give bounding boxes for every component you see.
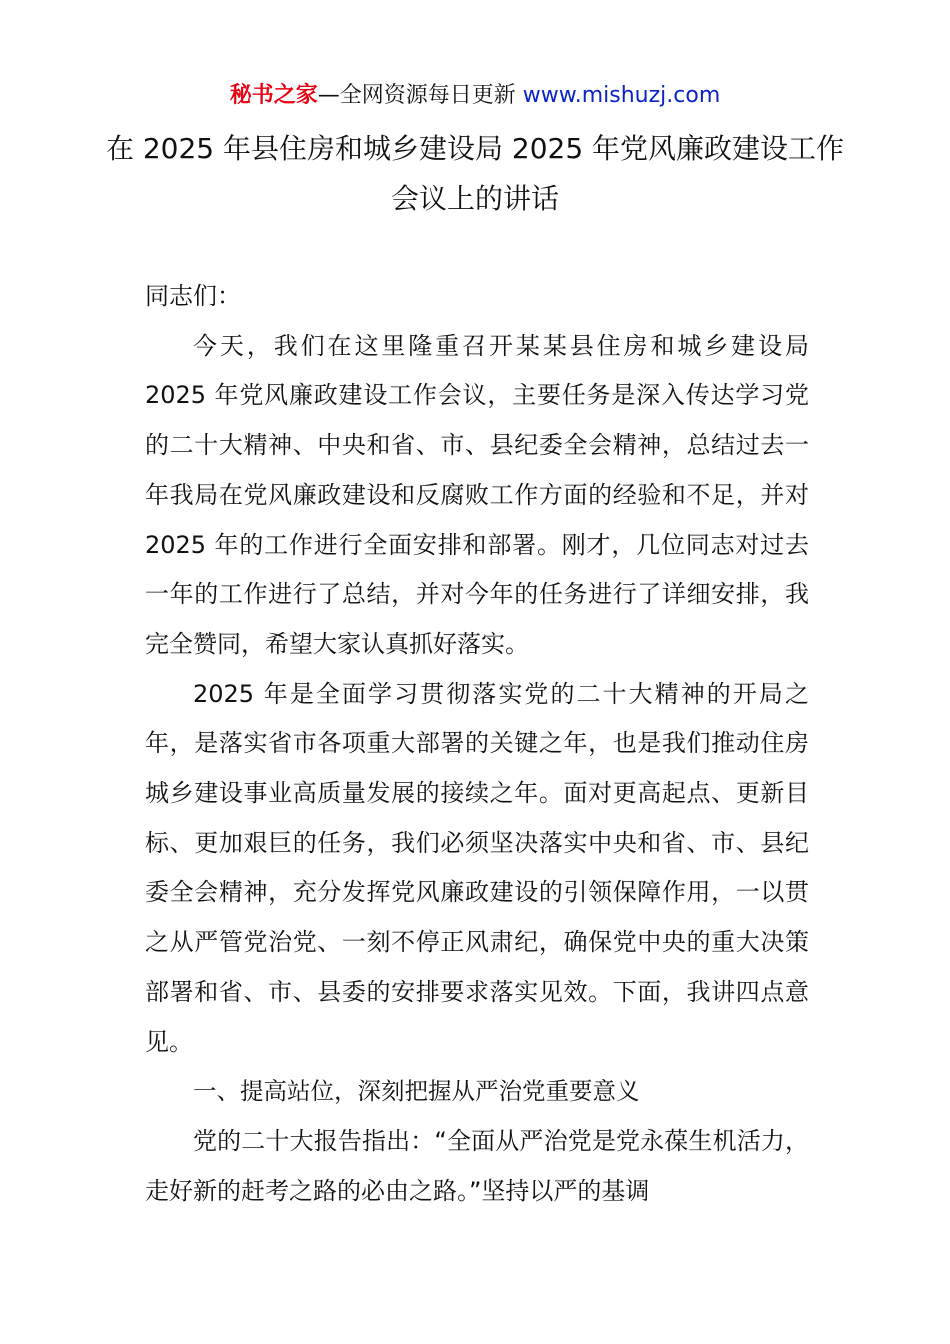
site-brand: 秘书之家 — [229, 83, 318, 108]
paragraph: 2025 年是全面学习贯彻落实党的二十大精神的开局之年，是落实省市各项重大部署的关键之年，也是我们推动住房城乡建设事业高质量发展的接续之年。面对更高起点、更新目标、更加艰巨的任务，我们必须坚决落实中央和省、市、县纪委全会精神，充分发挥党风廉政建设的引领保障作用，一以贯之从严管党治党、一刻不停正风肃纪，确保党中央的重大决策部署和省、市、县委的安排要求落实见效。下面，我讲四点意见。 — [145, 679, 809, 1056]
document-title: 在 2025 年县住房和城乡建设局 2025 年党风廉政建设工作会议上的讲话 — [105, 132, 845, 215]
site-header — [0, 80, 950, 112]
salutation: 同志们： — [145, 282, 241, 310]
paragraph: 党的二十大报告指出：“全面从严治党是党永葆生机活力，走好新的赶考之路的必由之路。”坚持以严的基调 — [145, 1126, 809, 1205]
site-url-link[interactable]: www.mishuzj.com — [522, 83, 721, 108]
paragraph: 今天，我们在这里隆重召开某某县住房和城乡建设局 2025 年党风廉政建设工作会议，主要任务是深入传达学习党的二十大精神、中央和省、市、县纪委全会精神，总结过去一年我局在党风廉政建设和反腐败工作方面的经验和不足，并对 2025 年的工作进行全面安排和部署。刚才，几位同志对过去一年的工作进行了总结，并对今年的任务进行了详细安排，我完全赞同，希望大家认真抓好落实。 — [145, 331, 809, 658]
site-tagline: —全网资源每日更新 — [317, 83, 516, 108]
section-heading: 一、提高站位，深刻把握从严治党重要意义 — [193, 1077, 640, 1106]
document-body — [145, 272, 809, 1216]
